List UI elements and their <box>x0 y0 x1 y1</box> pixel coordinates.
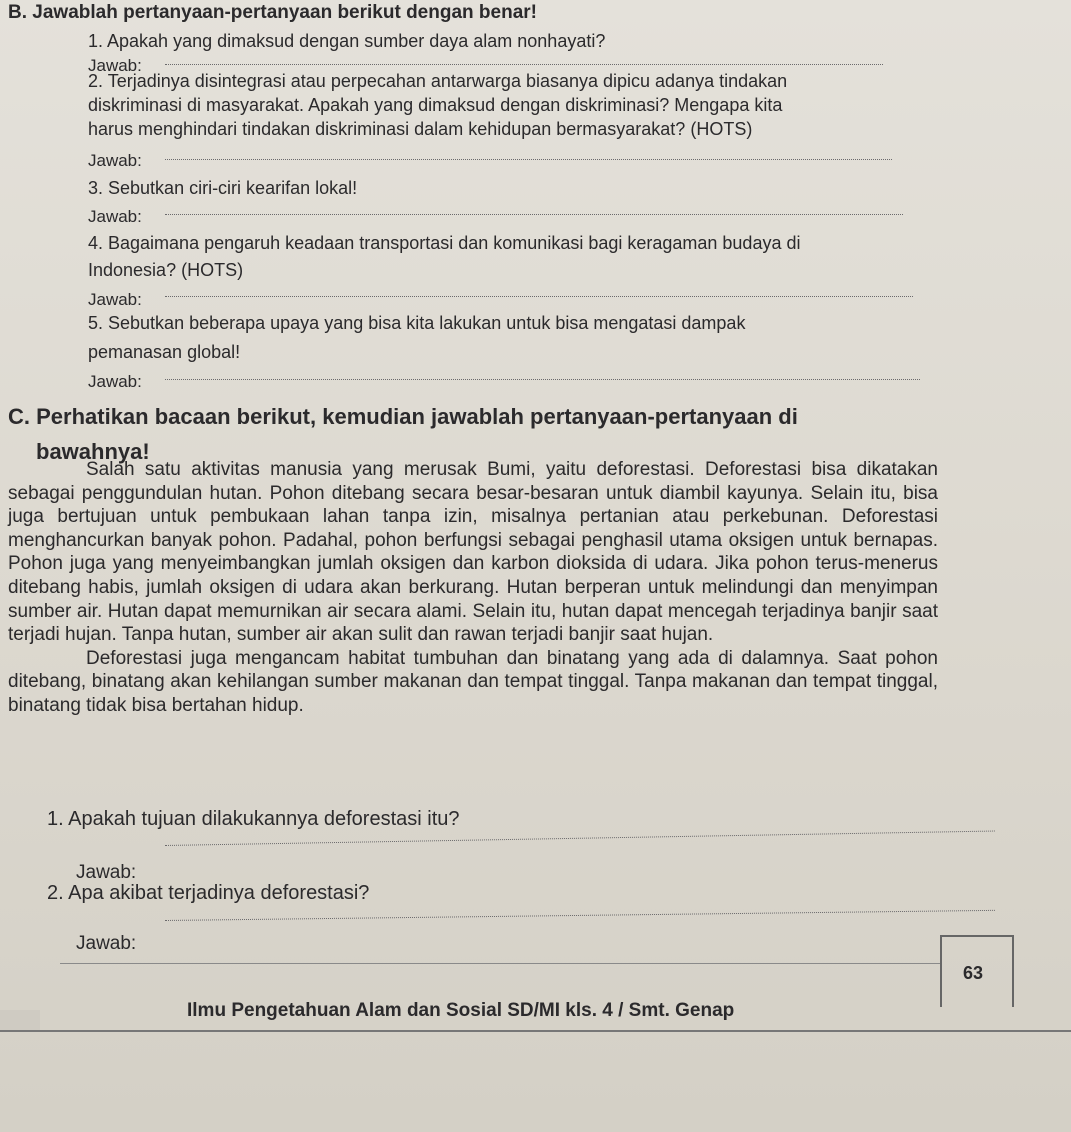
footer-rule <box>0 1030 1071 1032</box>
b-question-4-line-1: 4. Bagaimana pengaruh keadaan transportasi dan komunikasi bagi keragaman budaya di <box>88 233 801 253</box>
b-answer-1-label: Jawab: <box>88 56 142 75</box>
b-answer-4-label: Jawab: <box>88 290 142 309</box>
page-number: 63 <box>963 963 984 983</box>
c-answer-2-line[interactable] <box>165 910 995 921</box>
passage-paragraph-2: Deforestasi juga mengancam habitat tumbuhan dan binatang yang ada di dalamnya. Saat pohon ditebang, binatang akan kehilangan sumber makanan dan tempat tinggal. Tanpa makanan dan tempat tinggal, binatang tidak bisa bertahan hidup. <box>8 647 938 716</box>
c-answer-1-label: Jawab: <box>76 862 137 883</box>
b-question-2-line-3: harus menghindari tindakan diskriminasi dalam kehidupan bermasyarakat? (HOTS) <box>88 119 753 139</box>
b-answer-5-line[interactable] <box>165 379 920 380</box>
b-answer-5-label: Jawab: <box>88 372 142 391</box>
b-answer-3-line[interactable] <box>165 214 903 215</box>
b-answer-1-line[interactable] <box>165 64 883 65</box>
section-c-heading-line-1: C. Perhatikan bacaan berikut, kemudian jawablah pertanyaan-pertanyaan di <box>8 404 798 429</box>
b-question-3-line-1: 3. Sebutkan ciri-ciri kearifan lokal! <box>88 178 358 198</box>
c-question-2: 2. Apa akibat terjadinya deforestasi? <box>47 882 370 904</box>
c-answer-1-line[interactable] <box>165 831 995 846</box>
b-answer-2-label: Jawab: <box>88 151 142 170</box>
footer-book-title: Ilmu Pengetahuan Alam dan Sosial SD/MI kls. 4 / Smt. Genap <box>187 1000 735 1021</box>
b-answer-3-label: Jawab: <box>88 207 142 226</box>
section-b-heading: B. Jawablah pertanyaan-pertanyaan berikut dengan benar! <box>8 2 537 23</box>
footer-rule-upper <box>60 963 940 964</box>
b-question-5-line-1: 5. Sebutkan beberapa upaya yang bisa kita lakukan untuk bisa mengatasi dampak <box>88 313 746 333</box>
c-answer-2-label: Jawab: <box>76 933 137 954</box>
b-question-1-line-1: 1. Apakah yang dimaksud dengan sumber daya alam nonhayati? <box>88 31 606 51</box>
b-question-2-line-1: 2. Terjadinya disintegrasi atau perpecahan antarwarga biasanya dipicu adanya tindakan <box>88 71 788 91</box>
b-question-5-line-2: pemanasan global! <box>88 342 241 362</box>
page-corner-shade <box>0 1010 40 1030</box>
b-question-2-line-2: diskriminasi di masyarakat. Apakah yang dimaksud dengan diskriminasi? Mengapa kita <box>88 95 783 115</box>
c-question-1: 1. Apakah tujuan dilakukannya deforestasi itu? <box>47 808 460 830</box>
b-answer-2-line[interactable] <box>165 159 892 160</box>
b-answer-4-line[interactable] <box>165 296 913 297</box>
reading-passage <box>8 458 938 718</box>
b-question-4-line-2: Indonesia? (HOTS) <box>88 260 244 280</box>
section-c-heading-line-2: bawahnya! <box>36 439 150 464</box>
passage-paragraph-1: Salah satu aktivitas manusia yang merusak Bumi, yaitu deforestasi. Deforestasi bisa dikatakan sebagai penggundulan hutan. Pohon ditebang secara besar-besaran untuk diambil kayunya. Selain itu, bisa juga bertujuan untuk pembukaan lahan tanpa izin, misalnya pertanian atau perkebunan. Deforestasi menghancurkan banyak pohon. Padahal, pohon berfungsi sebagai penghasil utama oksigen untuk bernapas. Pohon juga yang menyeimbangkan jumlah oksigen dan karbon dioksida di udara. Jika pohon terus-menerus ditebang habis, jumlah oksigen di udara akan berkurang. Hutan berperan untuk melindungi dan menyimpan sumber air. Hutan dapat memurnikan air secara alami. Selain itu, hutan dapat mencegah terjadinya banjir saat terjadi hujan. Tanpa hutan, sumber air akan sulit dan rawan terjadi banjir saat hujan. <box>8 459 938 646</box>
